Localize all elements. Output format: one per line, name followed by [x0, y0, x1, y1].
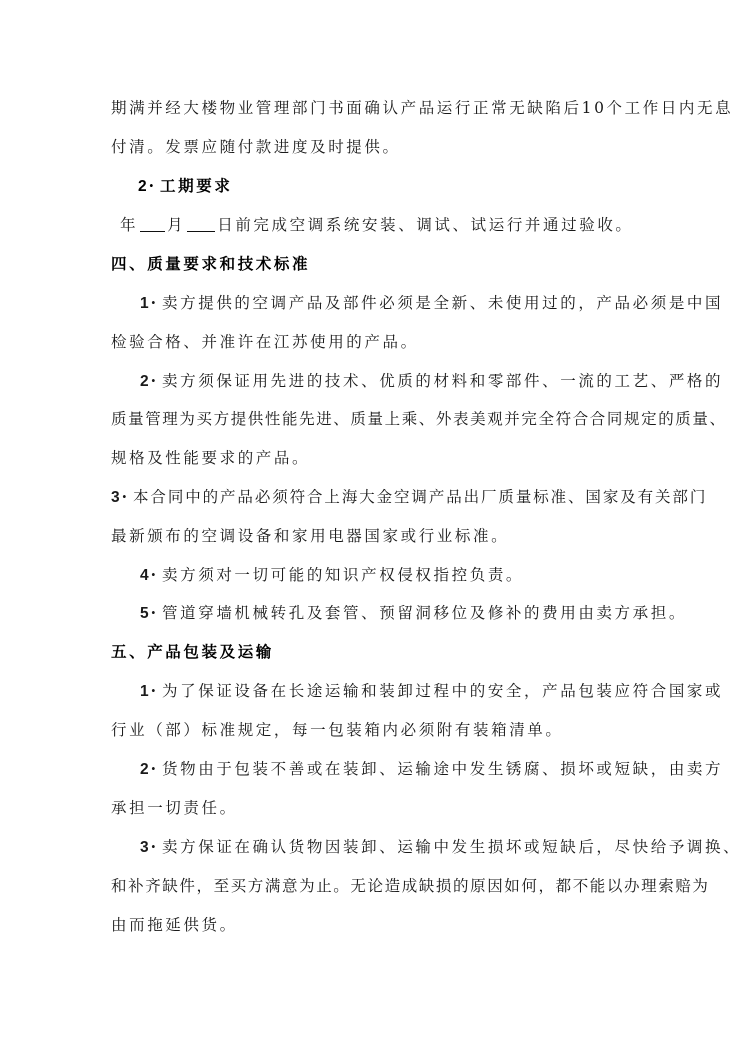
day-blank-field[interactable] [187, 213, 215, 232]
item-separator: · [150, 837, 157, 856]
numbered-item [140, 834, 742, 860]
numbered-item [140, 562, 670, 588]
month-blank-field[interactable] [140, 213, 165, 232]
year-label: 年 [120, 216, 139, 234]
line-text: 付清。发票应随付款进度及时提供。 [111, 138, 401, 156]
paragraph-line [111, 329, 641, 355]
item-number: 3 [140, 839, 149, 856]
paragraph-line [111, 912, 641, 938]
item-number: 1 [140, 295, 149, 312]
numbered-item [111, 484, 708, 510]
item-number: 3 [111, 489, 120, 506]
subheading-schedule [138, 173, 668, 199]
paragraph-line [111, 795, 641, 821]
numbered-item [140, 756, 724, 782]
paragraph-line [111, 873, 710, 899]
item-number: 1 [140, 683, 149, 700]
section-heading-quality [111, 251, 641, 277]
item-separator: · [148, 176, 155, 195]
paragraph-line [111, 445, 641, 471]
paragraph-line [111, 406, 727, 432]
line-text: 卖方须保证用先进的技术、优质的材料和零部件、一流的工艺、严格的 [162, 372, 724, 390]
paragraph-line [111, 523, 641, 549]
item-number: 2 [138, 178, 147, 195]
heading-text: 四、质量要求和技术标准 [111, 254, 311, 273]
item-separator: · [150, 371, 157, 390]
line-text: 管道穿墙机械转孔及套管、预留洞移位及修补的费用由卖方承担。 [162, 604, 687, 622]
item-separator: · [150, 603, 157, 622]
month-label: 月 [167, 216, 186, 234]
paragraph-line [111, 95, 734, 121]
item-separator: · [150, 293, 157, 312]
line-text: 质量管理为买方提供性能先进、质量上乘、外表美观并完全符合合同规定的质量、 [111, 410, 727, 428]
subheading-text: 工期要求 [160, 176, 233, 195]
numbered-item [140, 678, 724, 704]
line-text: 检验合格、并准许在江苏使用的产品。 [111, 333, 419, 351]
line-text: 和补齐缺件，至买方满意为止。无论造成缺损的原因如何，都不能以办理索赔为 [111, 877, 710, 895]
line-text: 日前完成空调系统安装、调试、试运行并通过验收。 [217, 216, 634, 234]
line-text: 卖方提供的空调产品及部件必须是全新、未使用过的，产品必须是中国 [162, 294, 724, 312]
item-number: 2 [140, 373, 149, 390]
line-text: 卖方须对一切可能的知识产权侵权指控负责。 [162, 566, 525, 584]
numbered-item [140, 600, 687, 626]
line-text: 由而拖延供货。 [111, 916, 238, 934]
numbered-item [140, 290, 724, 316]
line-text: 卖方保证在确认货物因装卸、运输中发生损坏或短缺后，尽快给予调换、 [162, 838, 742, 856]
item-separator: · [150, 759, 157, 778]
item-separator: · [121, 487, 128, 506]
deadline-line [120, 212, 650, 238]
line-text: 为了保证设备在长途运输和装卸过程中的安全，产品包装应符合国家或 [162, 682, 724, 700]
line-text: 货物由于包装不善或在装卸、运输途中发生锈腐、损坏或短缺，由卖方 [162, 760, 724, 778]
line-text: 本合同中的产品必须符合上海大金空调产品出厂质量标准、国家及有关部门 [133, 488, 708, 506]
item-number: 4 [140, 567, 149, 584]
paragraph-line [111, 717, 641, 743]
line-text: 最新颁布的空调设备和家用电器国家或行业标准。 [111, 527, 510, 545]
heading-text: 五、产品包装及运输 [111, 642, 274, 661]
numbered-item [140, 368, 724, 394]
line-text: 规格及性能要求的产品。 [111, 449, 311, 467]
line-text: 承担一切责任。 [111, 799, 238, 817]
line-text: 行业（部）标准规定，每一包装箱内必须附有装箱清单。 [111, 721, 564, 739]
item-number: 2 [140, 761, 149, 778]
section-heading-packaging [111, 639, 641, 665]
item-number: 5 [140, 605, 149, 622]
line-text: 期满并经大楼物业管理部门书面确认产品运行正常无缺陷后10个工作日内无息 [111, 99, 734, 117]
item-separator: · [150, 681, 157, 700]
paragraph-line [111, 134, 641, 160]
item-separator: · [150, 565, 157, 584]
